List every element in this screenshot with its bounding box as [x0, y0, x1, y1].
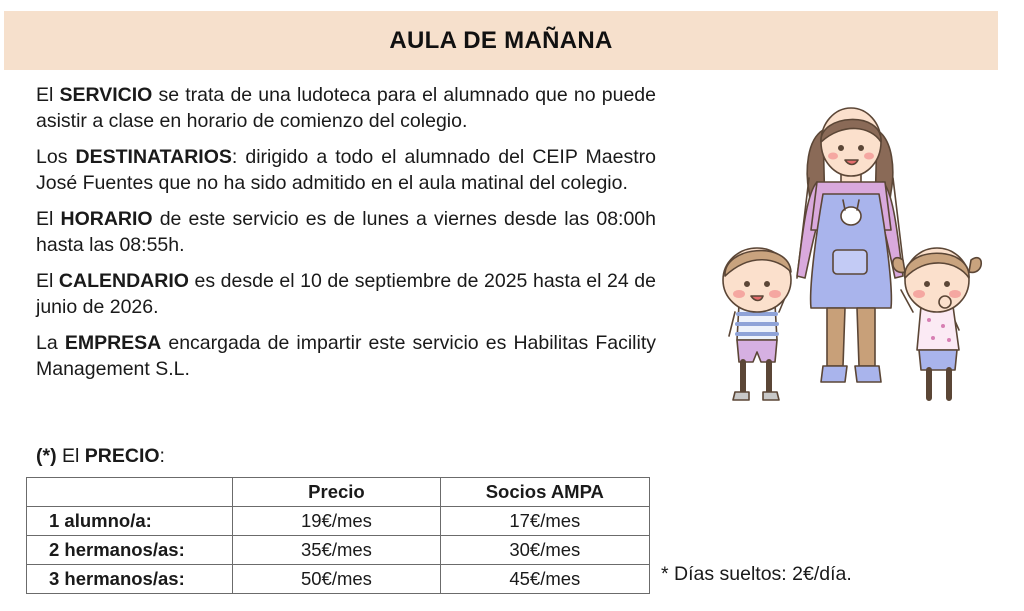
- paragraph-horario: El HORARIO de este servicio es de lunes a viernes desde las 08:00h hasta las 08:55h.: [36, 208, 656, 256]
- paragraph-empresa: La EMPRESA encargada de impartir este servicio es Habilitas Facility Management S.L.: [36, 332, 657, 380]
- ampa-price-cell: 45€/mes: [440, 565, 649, 594]
- price-table: [26, 477, 650, 594]
- price-cell: 50€/mes: [233, 565, 440, 594]
- row-label: 3 hermanos/as:: [27, 565, 233, 594]
- table-header-cell: Precio: [233, 478, 440, 507]
- teacher-with-children-icon: [705, 100, 1005, 420]
- info-text: [36, 82, 656, 392]
- row-label: 1 alumno/a:: [27, 507, 233, 536]
- table-header-row: [27, 478, 650, 507]
- page-title: AULA DE MAÑANA: [389, 26, 613, 54]
- table-row: [27, 507, 650, 536]
- table-header-cell: Socios AMPA: [440, 478, 649, 507]
- price-cell: 35€/mes: [233, 536, 440, 565]
- paragraph-calendario: El CALENDARIO es desde el 10 de septiembre de 2025 hasta el 24 de junio de 2026.: [36, 270, 656, 318]
- note-dias-sueltos: * Días sueltos: 2€/día.: [661, 563, 852, 585]
- table-header-cell: [27, 478, 233, 507]
- ampa-price-cell: 17€/mes: [440, 507, 649, 536]
- table-row: [27, 565, 650, 594]
- paragraph-servicio: El SERVICIO se trata de una ludoteca para el alumnado que no puede asistir a clase en horario de comienzo del colegio.: [36, 84, 656, 132]
- title-banner: [4, 11, 998, 70]
- table-row: [27, 536, 650, 565]
- ampa-price-cell: 30€/mes: [440, 536, 649, 565]
- price-heading: (*) El PRECIO:: [36, 445, 165, 467]
- row-label: 2 hermanos/as:: [27, 536, 233, 565]
- price-cell: 19€/mes: [233, 507, 440, 536]
- paragraph-destinatarios: Los DESTINATARIOS: dirigido a todo el alumnado del CEIP Maestro José Fuentes que no ha sido admitido en el aula matinal del colegio.: [36, 146, 656, 194]
